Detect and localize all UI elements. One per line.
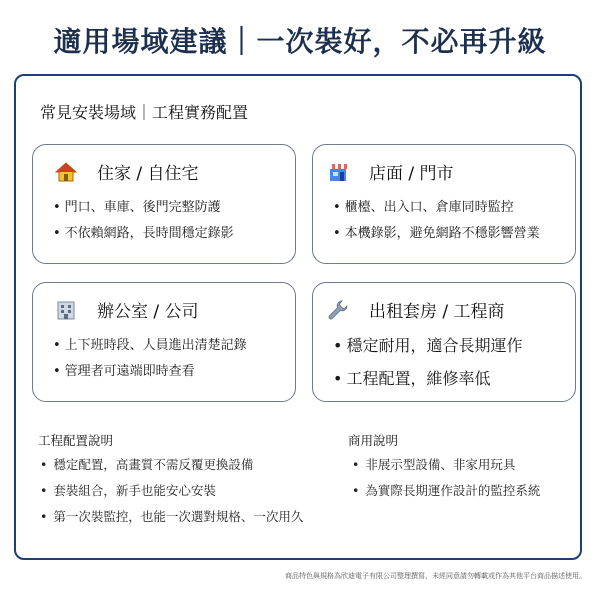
commercial-notes-title: 商用說明 [348,433,399,448]
card-home [32,144,296,264]
commercial-notes-list [352,452,540,504]
copyright-footnote: 商品特色與規格為欣迪電子有限公司整理撰寫，未經同意請勿轉載或作為其他平台商品描述使用。 [285,572,586,580]
list-item: • 門口、車庫、後門完整防護 [53,195,234,221]
list-item: • 本機錄影，避免網路不穩影響營業 [333,221,540,247]
office-building-icon [55,299,77,321]
wrench-icon [327,299,349,321]
list-item: • 櫃檯、出入口、倉庫同時監控 [333,195,540,221]
engineering-notes-title: 工程配置說明 [38,433,114,448]
list-item: • 穩定配置，高畫質不需反覆更換設備 [40,452,303,478]
list-item: • 工程配置，維修率低 [333,362,522,395]
card-header [55,159,199,184]
list-item: • 為實際長期運作設計的監控系統 [352,478,540,504]
card-bullets [333,329,522,395]
card-header [327,159,454,184]
card-header [327,297,505,322]
card-rental-contractor [312,282,576,402]
list-item: • 上下班時段、人員進出清楚記錄 [53,333,247,359]
list-item: • 不依賴網路，長時間穩定錄影 [53,221,234,247]
list-item: • 管理者可遠端即時查看 [53,359,247,385]
page-headline: 適用場域建議｜一次裝好，不必再升級 [53,25,547,58]
card-office [32,282,296,402]
content-panel [14,74,582,560]
card-title: 住家 / 自住宅 [97,164,199,184]
list-item: • 套裝組合，新手也能安心安裝 [40,478,303,504]
card-bullets [333,195,540,247]
engineering-notes-list [40,452,303,530]
list-item: • 第一次裝監控，也能一次選對規格、一次用久 [40,504,303,530]
list-item: • 穩定耐用，適合長期運作 [333,329,522,362]
card-title: 辦公室 / 公司 [97,302,199,322]
card-title: 出租套房 / 工程商 [369,302,505,322]
card-bullets [53,195,234,247]
card-title: 店面 / 門市 [369,164,454,184]
card-storefront [312,144,576,264]
card-bullets [53,333,247,385]
house-icon [55,161,77,183]
storefront-icon [327,161,349,183]
panel-title: 常見安裝場域｜工程實務配置 [40,103,249,122]
list-item: • 非展示型設備、非家用玩具 [352,452,540,478]
card-header [55,297,199,322]
